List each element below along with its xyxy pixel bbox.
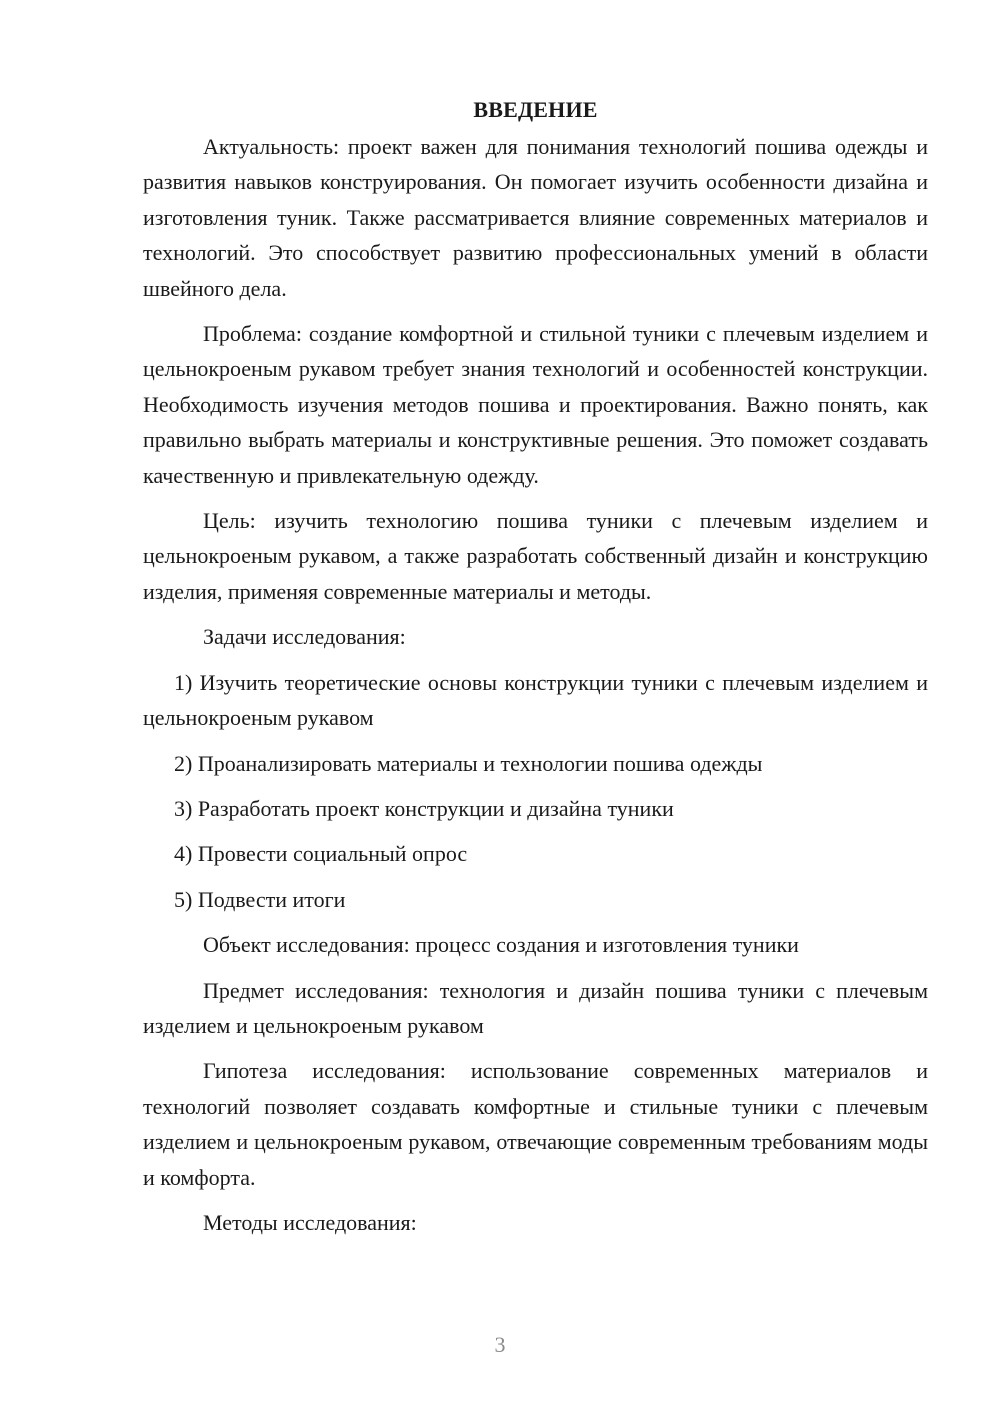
goal-paragraph: Цель: изучить технологию пошива туники с плечевым изделием и цельнокроеным рукавом, а также разработать собственный дизайн и конструкцию изделия, применяя современные материалы и методы. <box>143 508 928 604</box>
object-paragraph: Объект исследования: процесс создания и изготовления туники <box>203 932 799 958</box>
section-title: ВВЕДЕНИЕ <box>473 97 598 122</box>
hypothesis-paragraph: Гипотеза исследования: использование современных материалов и технологий позволяет создавать комфортные и стильные туники с плечевым изделием и цельнокроеным рукавом, отвечающие современным требованиям моды и комфорта. <box>143 1058 928 1190</box>
relevance-paragraph: Актуальность: проект важен для понимания технологий пошива одежды и развития навыков конструирования. Он помогает изучить особенности дизайна и изготовления туник. Также рассматривается влияние современных материалов и технологий. Это способствует развитию профессиональных умений в области швейного дела. <box>143 134 928 301</box>
problem-paragraph: Проблема: создание комфортной и стильной туники с плечевым изделием и цельнокроеным рукавом требует знания технологий и особенностей конструкции. Необходимость изучения методов пошива и проектирования. Важно понять, как правильно выбрать материалы и конструктивные решения. Это поможет создавать качественную и привлекательную одежду. <box>143 321 928 488</box>
methods-paragraph: Методы исследования: <box>203 1209 417 1235</box>
task-item: 5) Подвести итоги <box>174 886 346 912</box>
page-number: 3 <box>494 1332 506 1357</box>
task-item: 3) Разработать проект конструкции и дизайна туники <box>174 795 674 821</box>
tasks-heading: Задачи исследования: <box>203 624 406 650</box>
tasks-list <box>143 665 928 917</box>
task-item: 1) Изучить теоретические основы конструкции туники с плечевым изделием и цельнокроеным рукавом <box>143 669 928 731</box>
task-item: 4) Провести социальный опрос <box>174 841 468 867</box>
document-page <box>143 93 928 1250</box>
subject-paragraph: Предмет исследования: технология и дизайн пошива туники с плечевым изделием и цельнокроеным рукавом <box>143 977 928 1038</box>
task-item: 2) Проанализировать материалы и технологии пошива одежды <box>174 750 763 776</box>
